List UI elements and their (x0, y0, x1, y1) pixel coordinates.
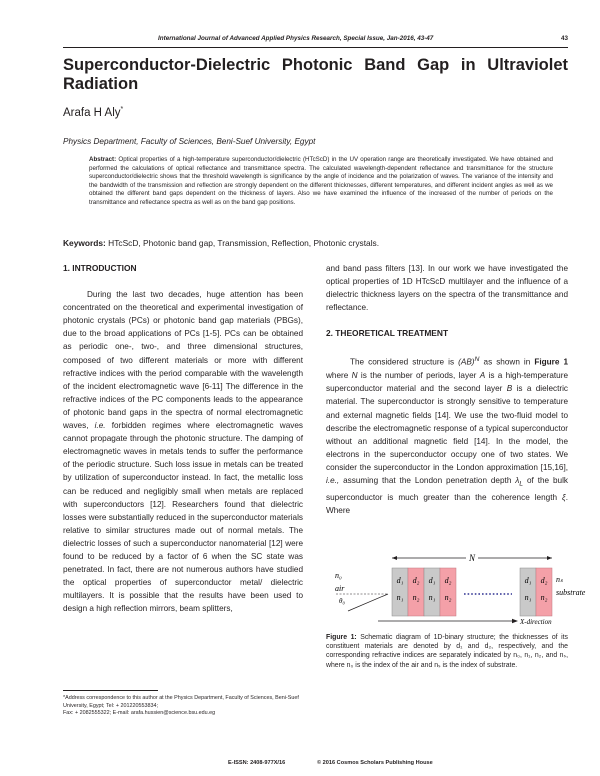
d2-label: d₂ (412, 576, 420, 585)
n2-label: n₂ (444, 593, 452, 602)
d2-label: d₂ (540, 576, 548, 585)
keywords (63, 238, 568, 248)
theory-ie: i.e., (326, 476, 340, 486)
incident-ray (348, 594, 388, 611)
col2-paragraph: and band pass filters [13]. In our work we have investigated the optical properties of 1D HTcScD multilayer and the influence of a dielectric thickness layers on the spectra of the transmittance and reflectance. (326, 264, 568, 313)
page-number: 43 (560, 35, 568, 42)
intro-paragraph (63, 288, 303, 615)
theory-heading: 2. THEORETICAL TREATMENT (326, 328, 449, 339)
n0-label: n₀ (335, 571, 342, 580)
paper-title: Superconductor-Dielectric Photonic Band Gap in Ultraviolet Radiation (63, 56, 568, 93)
intro-text-b: forbidden regimes where electromagnetic waves cannot propagate through the photonic structure. The damping of electromagnetic waves in metals tends to suffer the performance of the periodic structure. Such loss issue in metals can be treated by utilization of superconductor instead. In fact, the metallic loss can be reduced and negligibly small when metals are replaced with superconductors [12]. Researchers found that dielectric losses were substantially reduced in the superconductor materials relative to similar structures made out of normal metals. The dielectric losses of such a superconductor nanomaterial [12] were found to be reduced by a factor of 6 when the SC state was penetrated. In fact, there are not numerous authors have studied the optical properties of superconductor metal/ dielectric multilayers. It is possible that the results have been used to design a high reflection mirrors, beam splitters, (63, 421, 303, 614)
author-line (63, 106, 123, 119)
intro-text-a: During the last two decades, huge attention has been concentrated on the theoretical and experimental investigation of photonic crystals (PCs) or photonic band gap materials (PBGs), due to the broad applications of PCs [1-5]. PCs can be obtained as periodic one-, two-, and three dimensional structures, composed of two different materials or more with different refractive indices with the period comparable with the wavelength of the incident electromagnetic wave [6-11] The difference in the refractive indices of the PC components leads to the appearance of photonic band gaps in the spectra of normal electromagnetic waves, (63, 290, 303, 431)
air-label: air (335, 584, 345, 593)
n1-label: n₁ (428, 593, 436, 602)
intro-ie: i.e. (94, 421, 106, 431)
theory-xi: ξ (562, 492, 566, 502)
header-rule (63, 47, 568, 48)
substrate-label: substrate (556, 588, 586, 597)
theory-text-f: is a dielectric material. The superconductor is strongly sensitive to temperature and external magnetic fields [14]. We use the two-fluid model to describe the electromagnetic response of a typical superconductor without an additional magnetic field [14]. In the model, the electrons in the superconductor occupy one of two states. We consider the superconductor in the London approximation [15,16], (326, 384, 569, 472)
theory-text-e: is a high-temperature superconductor material and the second layer (326, 371, 569, 394)
footnote-line-1: *Address correspondence to this author at the Physics Department, Faculty of Sciences, Beni-Suef University, Egypt; Tel: + 201220553834; (63, 695, 299, 709)
affiliation: Physics Department, Faculty of Sciences, Beni-Suef University, Egypt (63, 137, 316, 146)
theta0-label: θ₀ (339, 597, 345, 605)
abstract-label: Abstract: (89, 156, 117, 163)
theory-text-c: where (326, 371, 349, 381)
caption-label: Figure 1: (326, 634, 357, 641)
footer-issn: E-ISSN: 2408-977X/16 (228, 760, 286, 766)
span-arrow-left (392, 556, 397, 560)
theory-A: A (479, 371, 486, 381)
figure-1-diagram (326, 550, 586, 628)
author-name: Arafa H Aly (63, 106, 121, 119)
intro-heading: 1. INTRODUCTION (63, 263, 137, 273)
theory-lambda-sub: L (519, 480, 524, 488)
n2-label: n₂ (540, 593, 548, 602)
theory-text-a: The considered structure is (350, 358, 455, 368)
n1-label: n₁ (524, 593, 532, 602)
keywords-label: Keywords: (63, 238, 106, 248)
theory-N: N (351, 371, 358, 381)
n1-label: n₁ (396, 593, 404, 602)
theory-ab-sup: N (474, 356, 480, 364)
keywords-text: HTcScD, Photonic band gap, Transmission, Reflection, Photonic crystals. (108, 238, 380, 248)
d1-label: d₁ (428, 576, 436, 585)
footnote (63, 695, 313, 718)
journal-name: International Journal of Advanced Applied Physics Research, Special Issue, Jan-2016, 43-47 (158, 35, 434, 42)
theory-lambda: λ (515, 476, 520, 486)
abstract-text: Optical properties of a high-temperature superconductor/dielectric (HTcScD) in the UV operation range are theoretically investigated. We have obtained and performed the calculations of optical reflectance and transmittance spectra. The calculated wavelength-dependent reflectance and transmittance for the structure superconductor/dielectric shows that the threshold wavelength is significance by the angle of incidence and the polarization of waves. The variance of the intensity and the bandwidth of the transmission and reflection are strongly dependent on the different thicknesses, different temperatures, and different incident angles as well as we obtained the different band gaps dependent on the thickness of layers. Also we have examined the influence of the increased of the number of periods on the transmittance and reflectance spectra as well as on the band gap positions. (89, 156, 553, 206)
right-column (326, 262, 568, 517)
figure-caption (326, 633, 568, 670)
x-axis-arrow (512, 619, 518, 623)
ns-label: nₛ (556, 575, 563, 584)
running-header (63, 35, 568, 47)
footnote-line-2: Fax: + 2082555322; E-mail: arafa.hussien@science.bsu.edu.eg (63, 710, 216, 717)
theory-text-h: of the bulk superconductor is much greater than the coherence length (326, 476, 568, 502)
theory-text-g: assuming that the London penetration depth (343, 476, 512, 486)
span-arrow-right (547, 556, 552, 560)
caption-text: Schematic diagram of 1D-binary structure; the thicknesses of its constituent materials are denoted by d₁ and d₂, respectively, and the corresponding refractive indices are separately indicated by n₀, n₁, n₂, and nₛ, where n₀ is the index of the air and nₛ is the index of substrate. (326, 634, 568, 669)
abstract (89, 156, 553, 207)
theory-text-d: is the number of periods, layer (360, 371, 477, 381)
theory-B: B (506, 384, 513, 394)
N-label: N (468, 553, 476, 563)
author-mark: * (120, 106, 124, 113)
figure-ref: Figure 1 (534, 358, 568, 368)
left-column (63, 262, 303, 615)
x-direction-label: X-direction (520, 618, 552, 626)
n2-label: n₂ (412, 593, 420, 602)
d2-label: d₂ (444, 576, 452, 585)
d1-label: d₁ (524, 576, 532, 585)
theory-ab: (AB) (458, 358, 475, 368)
theory-text-b: as shown in (483, 358, 531, 368)
footer-copyright: © 2016 Cosmos Scholars Publishing House (317, 760, 433, 766)
d1-label: d₁ (396, 576, 404, 585)
theory-paragraph (326, 353, 568, 517)
footnote-rule (63, 690, 158, 691)
theory-text-i: . Where (326, 492, 568, 515)
